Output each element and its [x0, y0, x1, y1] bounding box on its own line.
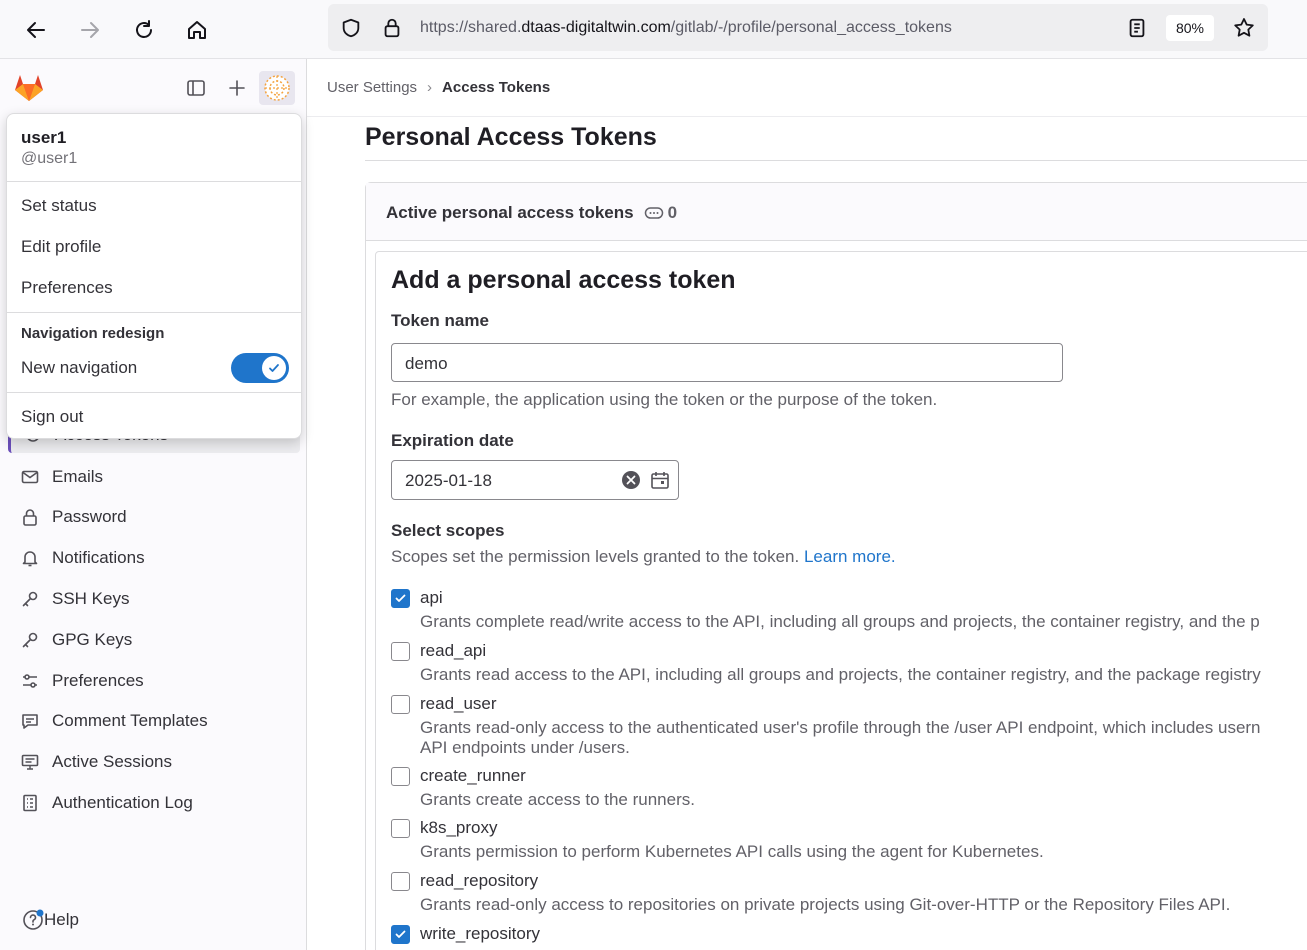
check-icon — [394, 928, 407, 941]
scope-name[interactable]: write_repository — [420, 924, 540, 943]
check-icon — [394, 592, 407, 605]
new-navigation-toggle[interactable] — [231, 353, 289, 383]
token-name-help: For example, the application using the token or the purpose of the token. — [391, 390, 938, 409]
add-token-title: Add a personal access token — [391, 266, 736, 294]
set-status-item[interactable]: Set status — [21, 196, 97, 215]
scope-checkbox[interactable] — [391, 695, 410, 714]
monitor-icon — [8, 753, 52, 771]
new-navigation-label: New navigation — [21, 358, 138, 377]
sidebar-item-label: Emails — [52, 467, 104, 486]
scope-description: Grants permission to perform Kubernetes API calls using the agent for Kubernetes. — [420, 842, 1044, 861]
help-icon — [22, 909, 44, 931]
token-name-input[interactable]: demo — [391, 343, 1063, 382]
sidebar-item-label: Active Sessions — [52, 752, 172, 771]
reload-icon[interactable] — [126, 12, 162, 48]
browser-toolbar — [0, 0, 1307, 59]
preferences-item[interactable]: Preferences — [21, 278, 113, 297]
sidebar-item-authentication-log[interactable] — [8, 785, 300, 821]
sidebar-item-preferences[interactable] — [8, 663, 300, 699]
forward-arrow-icon[interactable] — [72, 12, 108, 48]
calendar-icon[interactable] — [650, 470, 670, 490]
sidebar-item-comment-templates[interactable] — [8, 703, 300, 739]
edit-profile-item[interactable]: Edit profile — [21, 237, 102, 256]
reader-view-icon[interactable] — [1124, 15, 1150, 41]
scope-description: Grants create access to the runners. — [420, 790, 695, 809]
scope-description: Grants read-only access to the authenticated user's profile through the /user API endpoint, which includes usern — [420, 718, 1261, 737]
lock-icon[interactable] — [379, 15, 405, 41]
title-divider — [365, 160, 1307, 161]
sidebar-item-ssh-keys[interactable] — [8, 581, 300, 617]
user-identity[interactable] — [21, 128, 77, 168]
sidebar-item-notifications[interactable] — [8, 540, 300, 576]
sidebar-toggle-icon[interactable] — [178, 71, 214, 105]
scope-name[interactable]: create_runner — [420, 766, 526, 785]
scopes-help-text: Scopes set the permission levels granted to the token. — [391, 547, 800, 566]
comment-icon — [8, 712, 52, 730]
divider — [7, 312, 301, 313]
key-icon — [8, 631, 52, 649]
sidebar-item-label: Password — [52, 507, 127, 526]
log-icon — [8, 794, 52, 812]
plus-icon[interactable] — [219, 71, 255, 105]
page-title: Personal Access Tokens — [365, 123, 657, 151]
toggle-knob — [262, 356, 286, 380]
token-count-badge — [644, 203, 677, 223]
scope-checkbox[interactable] — [391, 925, 410, 944]
token-count: 0 — [667, 203, 678, 222]
divider — [7, 392, 301, 393]
scope-name[interactable]: read_user — [420, 694, 497, 713]
preferences-icon — [8, 672, 52, 690]
sign-out-item[interactable]: Sign out — [21, 407, 84, 426]
home-icon[interactable] — [179, 12, 215, 48]
user-name: user1 — [21, 128, 67, 147]
sidebar-item-emails[interactable] — [8, 459, 300, 495]
bell-icon — [8, 549, 52, 567]
select-scopes-label: Select scopes — [391, 521, 505, 540]
user-avatar-button[interactable] — [259, 71, 295, 105]
scope-name[interactable]: read_api — [420, 641, 487, 660]
navigation-redesign-heading: Navigation redesign — [21, 325, 165, 342]
scopes-help — [391, 547, 896, 567]
expiration-date-label: Expiration date — [391, 431, 514, 450]
sidebar-item-label: Notifications — [52, 548, 145, 567]
user-menu-dropdown — [6, 113, 302, 439]
gitlab-logo-icon[interactable] — [12, 71, 46, 103]
scope-description: Grants complete read/write access to the API, including all groups and projects, the container registry, and the p — [420, 612, 1260, 631]
scope-checkbox[interactable] — [391, 819, 410, 838]
sidebar-item-label: Authentication Log — [52, 793, 193, 812]
sidebar-item-active-sessions[interactable] — [8, 744, 300, 780]
key-icon — [8, 590, 52, 608]
zoom-level[interactable]: 80% — [1166, 15, 1214, 41]
active-tokens-title: Active personal access tokens — [386, 203, 634, 222]
user-handle: @user1 — [21, 150, 78, 167]
scope-name[interactable]: read_repository — [420, 871, 539, 890]
scope-name[interactable]: api — [420, 588, 443, 607]
star-icon[interactable] — [1231, 15, 1257, 41]
check-icon — [267, 361, 281, 375]
sidebar-item-label: Preferences — [52, 671, 144, 690]
active-tokens-header — [366, 183, 1307, 241]
sidebar-item-gpg-keys[interactable] — [8, 622, 300, 658]
scope-description: Grants read-only access to repositories on private projects using Git-over-HTTP or the Repository Files API. — [420, 895, 1231, 914]
scope-checkbox[interactable] — [391, 642, 410, 661]
clear-date-icon[interactable] — [621, 470, 641, 490]
sidebar-item-label: SSH Keys — [52, 589, 130, 608]
shield-icon[interactable] — [338, 15, 364, 41]
help-label: Help — [44, 910, 79, 929]
breadcrumb-current[interactable]: Access Tokens — [442, 79, 551, 96]
avatar-icon — [263, 74, 291, 102]
breadcrumb — [327, 79, 550, 96]
url-text[interactable]: https://shared.dtaas-digitaltwin.com/gitlab/-/profile/personal_access_tokens — [420, 19, 952, 36]
token-name-label: Token name — [391, 311, 489, 330]
token-count-icon — [644, 205, 664, 221]
scope-description-continued: API endpoints under /users. — [420, 738, 630, 757]
back-arrow-icon[interactable] — [18, 12, 54, 48]
mail-icon — [8, 468, 52, 486]
expiration-date-input[interactable]: 2025-01-18 — [391, 460, 679, 500]
header-divider — [307, 116, 1307, 117]
breadcrumb-separator-icon: › — [427, 79, 433, 96]
sidebar-item-label: Comment Templates — [52, 711, 208, 730]
lock-icon — [8, 508, 52, 526]
scope-checkbox[interactable] — [391, 872, 410, 891]
url-bar[interactable] — [328, 4, 1268, 51]
scope-name[interactable]: k8s_proxy — [420, 818, 498, 837]
help-link[interactable] — [22, 909, 79, 931]
breadcrumb-parent[interactable]: User Settings — [327, 79, 418, 96]
scope-description: Grants read access to the API, including all groups and projects, the container registry, and the package registry — [420, 665, 1261, 684]
sidebar-item-password[interactable] — [8, 499, 300, 535]
scope-checkbox[interactable] — [391, 767, 410, 786]
sidebar-item-label: GPG Keys — [52, 630, 133, 649]
scope-checkbox[interactable] — [391, 589, 410, 608]
learn-more-link[interactable]: Learn more. — [803, 547, 896, 566]
divider — [7, 181, 301, 182]
